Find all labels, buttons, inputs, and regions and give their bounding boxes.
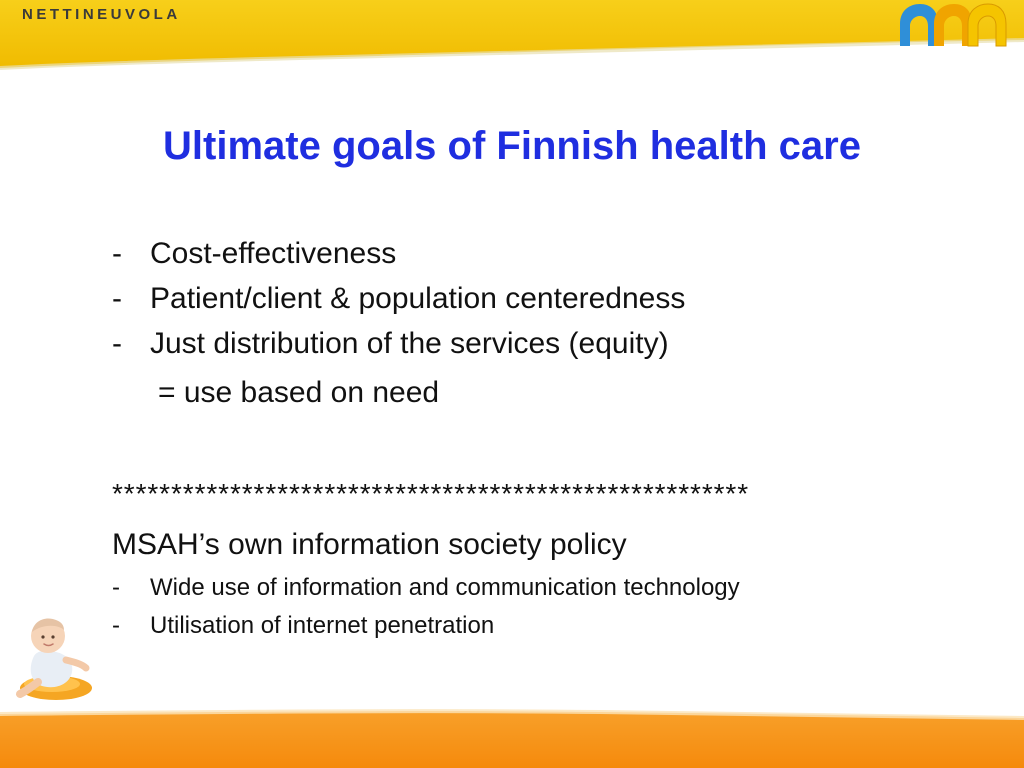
nettineuvola-logo xyxy=(898,2,1008,48)
baby-illustration xyxy=(12,610,96,706)
policy-text: Wide use of information and communication technology xyxy=(150,574,740,601)
policy-text: Utilisation of internet penetration xyxy=(150,612,495,639)
bullet-dash: - xyxy=(112,237,122,270)
list-item xyxy=(112,279,685,324)
bullet-dash: - xyxy=(112,327,122,360)
brand-name: NETTINEUVOLA xyxy=(22,6,181,23)
list-item xyxy=(112,572,740,610)
footer-band xyxy=(0,700,1024,768)
policy-heading: MSAH’s own information society policy xyxy=(112,528,627,561)
goal-text: Patient/client & population centeredness xyxy=(150,282,686,315)
list-item xyxy=(112,234,685,279)
bullet-dash: - xyxy=(112,282,122,315)
goal-text: Just distribution of the services (equity) xyxy=(150,327,669,360)
separator-line: ****************************************************** xyxy=(112,478,750,509)
bullet-dash: - xyxy=(112,612,120,639)
list-item xyxy=(112,324,685,369)
bullet-dash: - xyxy=(112,574,120,601)
goals-list xyxy=(112,234,685,369)
goal-text: Cost-effectiveness xyxy=(150,237,397,270)
list-item xyxy=(112,610,740,648)
equity-note: = use based on need xyxy=(158,376,440,409)
slide-title: Ultimate goals of Finnish health care xyxy=(163,124,861,168)
policy-list xyxy=(112,572,740,648)
